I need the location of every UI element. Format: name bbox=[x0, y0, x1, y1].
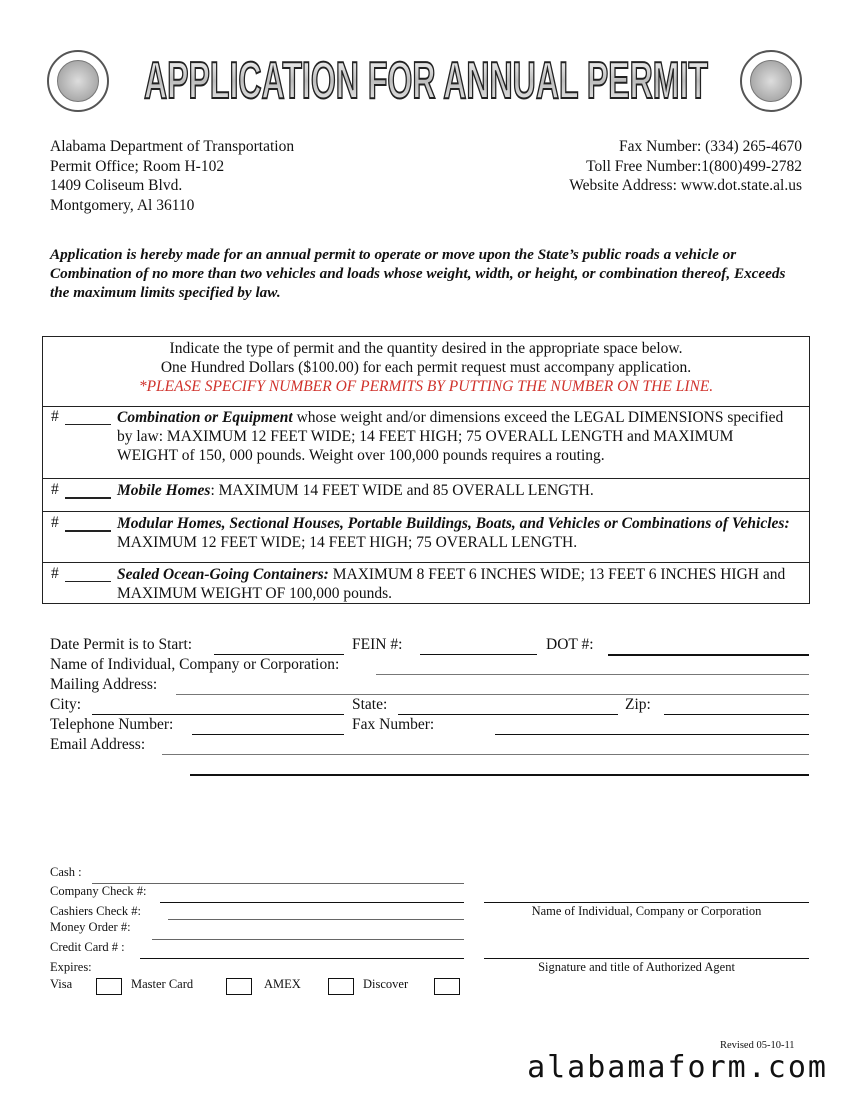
money-order-field[interactable] bbox=[152, 939, 464, 940]
city-field[interactable] bbox=[92, 714, 344, 715]
permit-type-name: Sealed Ocean-Going Containers: bbox=[117, 566, 329, 583]
permit-row bbox=[43, 478, 809, 511]
company-check-field[interactable] bbox=[160, 902, 464, 903]
hash-label: # bbox=[51, 408, 59, 425]
address-line: Montgomery, Al 36110 bbox=[50, 196, 195, 214]
amex-label: AMEX bbox=[264, 977, 301, 991]
fax-number: Fax Number: (334) 265-4670 bbox=[619, 138, 802, 155]
alabama-dot-seal-left-icon bbox=[47, 50, 109, 112]
permit-quantity-warning: *PLEASE SPECIFY NUMBER OF PERMITS BY PUTTING THE NUMBER ON THE LINE. bbox=[138, 378, 714, 395]
address-line: Permit Office; Room H-102 bbox=[50, 157, 225, 175]
address-line: 1409 Coliseum Blvd. bbox=[50, 177, 183, 194]
zip-label: Zip: bbox=[625, 696, 651, 713]
zip-field[interactable] bbox=[664, 714, 809, 715]
permit-quantity-line[interactable] bbox=[65, 515, 111, 532]
mastercard-checkbox[interactable] bbox=[226, 978, 252, 995]
discover-label: Discover bbox=[363, 977, 409, 991]
svg-text:APPLICATION FOR ANNUAL PERMIT: APPLICATION FOR ANNUAL PERMIT bbox=[144, 52, 709, 108]
company-check-label: Company Check #: bbox=[50, 884, 147, 898]
permit-instruction: Indicate the type of permit and the quantity desired in the appropriate space below. bbox=[169, 340, 683, 357]
permit-type-detail: MAXIMUM 12 FEET WIDE; 14 FEET HIGH; 75 OVERALL LENGTH. bbox=[117, 534, 578, 551]
permit-type-box bbox=[42, 336, 810, 604]
money-order-label: Money Order #: bbox=[50, 920, 131, 934]
discover-checkbox[interactable] bbox=[434, 978, 460, 995]
credit-card-label: Credit Card # : bbox=[50, 940, 125, 954]
telephone-field[interactable] bbox=[192, 734, 344, 735]
visa-label: Visa bbox=[50, 977, 73, 991]
city-label: City: bbox=[50, 696, 82, 713]
permit-row bbox=[43, 406, 809, 478]
address-left bbox=[50, 137, 294, 215]
permit-row bbox=[43, 511, 809, 562]
website-address: Website Address: www.dot.state.al.us bbox=[569, 177, 802, 194]
hash-label: # bbox=[51, 514, 59, 531]
permit-row bbox=[43, 562, 809, 604]
revised-date: Revised 05-10-11 bbox=[720, 1040, 795, 1051]
cash-label: Cash : bbox=[50, 865, 82, 879]
permit-quantity-line[interactable] bbox=[65, 482, 111, 499]
dot-label: DOT #: bbox=[546, 636, 594, 653]
permit-type-name: Modular Homes, Sectional Houses, Portable Buildings, Boats, and Vehicles or Combinations of Vehicles: bbox=[117, 515, 790, 532]
amex-checkbox[interactable] bbox=[328, 978, 354, 995]
permit-quantity-line[interactable] bbox=[65, 409, 111, 425]
permit-type-name: Mobile Homes bbox=[117, 482, 211, 499]
cashiers-check-label: Cashiers Check #: bbox=[50, 904, 141, 918]
state-label: State: bbox=[352, 696, 388, 713]
expires-label: Expires: bbox=[50, 960, 92, 974]
date-start-label: Date Permit is to Start: bbox=[50, 636, 193, 653]
mastercard-label: Master Card bbox=[131, 977, 194, 991]
dot-field[interactable] bbox=[608, 654, 809, 656]
email-field-extra-line[interactable] bbox=[190, 774, 809, 776]
permit-fee-instruction: One Hundred Dollars ($100.00) for each permit request must accompany application. bbox=[160, 359, 692, 376]
fein-field[interactable] bbox=[420, 654, 537, 655]
hash-label: # bbox=[51, 481, 59, 498]
authorized-signature-line[interactable] bbox=[484, 958, 809, 959]
state-field[interactable] bbox=[398, 714, 618, 715]
permit-description bbox=[117, 514, 795, 552]
cashiers-check-field[interactable] bbox=[168, 919, 464, 920]
alabama-dot-seal-right-icon bbox=[740, 50, 802, 112]
fax-label: Fax Number: bbox=[352, 716, 435, 733]
permit-type-detail: whose weight and/or dimensions exceed the LEGAL DIMENSIONS specified by law: MAXIMUM 12 FEET WIDE; 14 FEET HIGH; 75 OVERALL LENGTH and MAXIMUM WEIGHT of 150, 000 pounds. Weight over 100,000 pounds requires a routing. bbox=[117, 409, 784, 464]
fein-label: FEIN #: bbox=[352, 636, 403, 653]
email-label: Email Address: bbox=[50, 736, 146, 753]
mailing-address-field[interactable] bbox=[176, 694, 809, 695]
permit-quantity-line[interactable] bbox=[65, 566, 111, 582]
telephone-label: Telephone Number: bbox=[50, 716, 174, 733]
name-field[interactable] bbox=[376, 674, 809, 675]
address-line: Alabama Department of Transportation bbox=[50, 138, 295, 155]
intro-paragraph: Application is hereby made for an annual permit to operate or move upon the State’s public roads a vehicle or Combination of no more than two vehicles and loads whose weight, width, or height, or combination thereof, Exceeds the maximum limits specified by law. bbox=[50, 246, 786, 301]
mailing-address-label: Mailing Address: bbox=[50, 676, 158, 693]
visa-checkbox[interactable] bbox=[96, 978, 122, 995]
email-field[interactable] bbox=[162, 754, 809, 755]
date-start-field[interactable] bbox=[214, 654, 344, 655]
name-label: Name of Individual, Company or Corporation: bbox=[50, 656, 340, 673]
signature-caption: Signature and title of Authorized Agent bbox=[538, 960, 735, 974]
cash-field[interactable] bbox=[92, 883, 464, 884]
company-name-caption: Name of Individual, Company or Corporation bbox=[531, 904, 762, 918]
company-name-signature-line[interactable] bbox=[484, 902, 809, 903]
address-right bbox=[569, 137, 802, 196]
fax-field[interactable] bbox=[495, 734, 809, 735]
hash-label: # bbox=[51, 565, 59, 582]
permit-type-detail: : MAXIMUM 14 FEET WIDE and 85 OVERALL LENGTH. bbox=[210, 482, 594, 499]
watermark: alabamaform.com bbox=[527, 1050, 828, 1085]
permit-description bbox=[117, 408, 795, 465]
toll-free-number: Toll Free Number:1(800)499-2782 bbox=[586, 157, 802, 175]
credit-card-field[interactable] bbox=[140, 958, 464, 959]
permit-description bbox=[117, 481, 795, 500]
permit-type-detail: MAXIMUM 8 FEET 6 INCHES WIDE; 13 FEET 6 INCHES HIGH and MAXIMUM WEIGHT OF 100,000 pounds. bbox=[117, 566, 786, 602]
permit-description bbox=[117, 565, 795, 603]
permit-type-name: Combination or Equipment bbox=[117, 409, 293, 426]
page-title bbox=[140, 48, 712, 108]
